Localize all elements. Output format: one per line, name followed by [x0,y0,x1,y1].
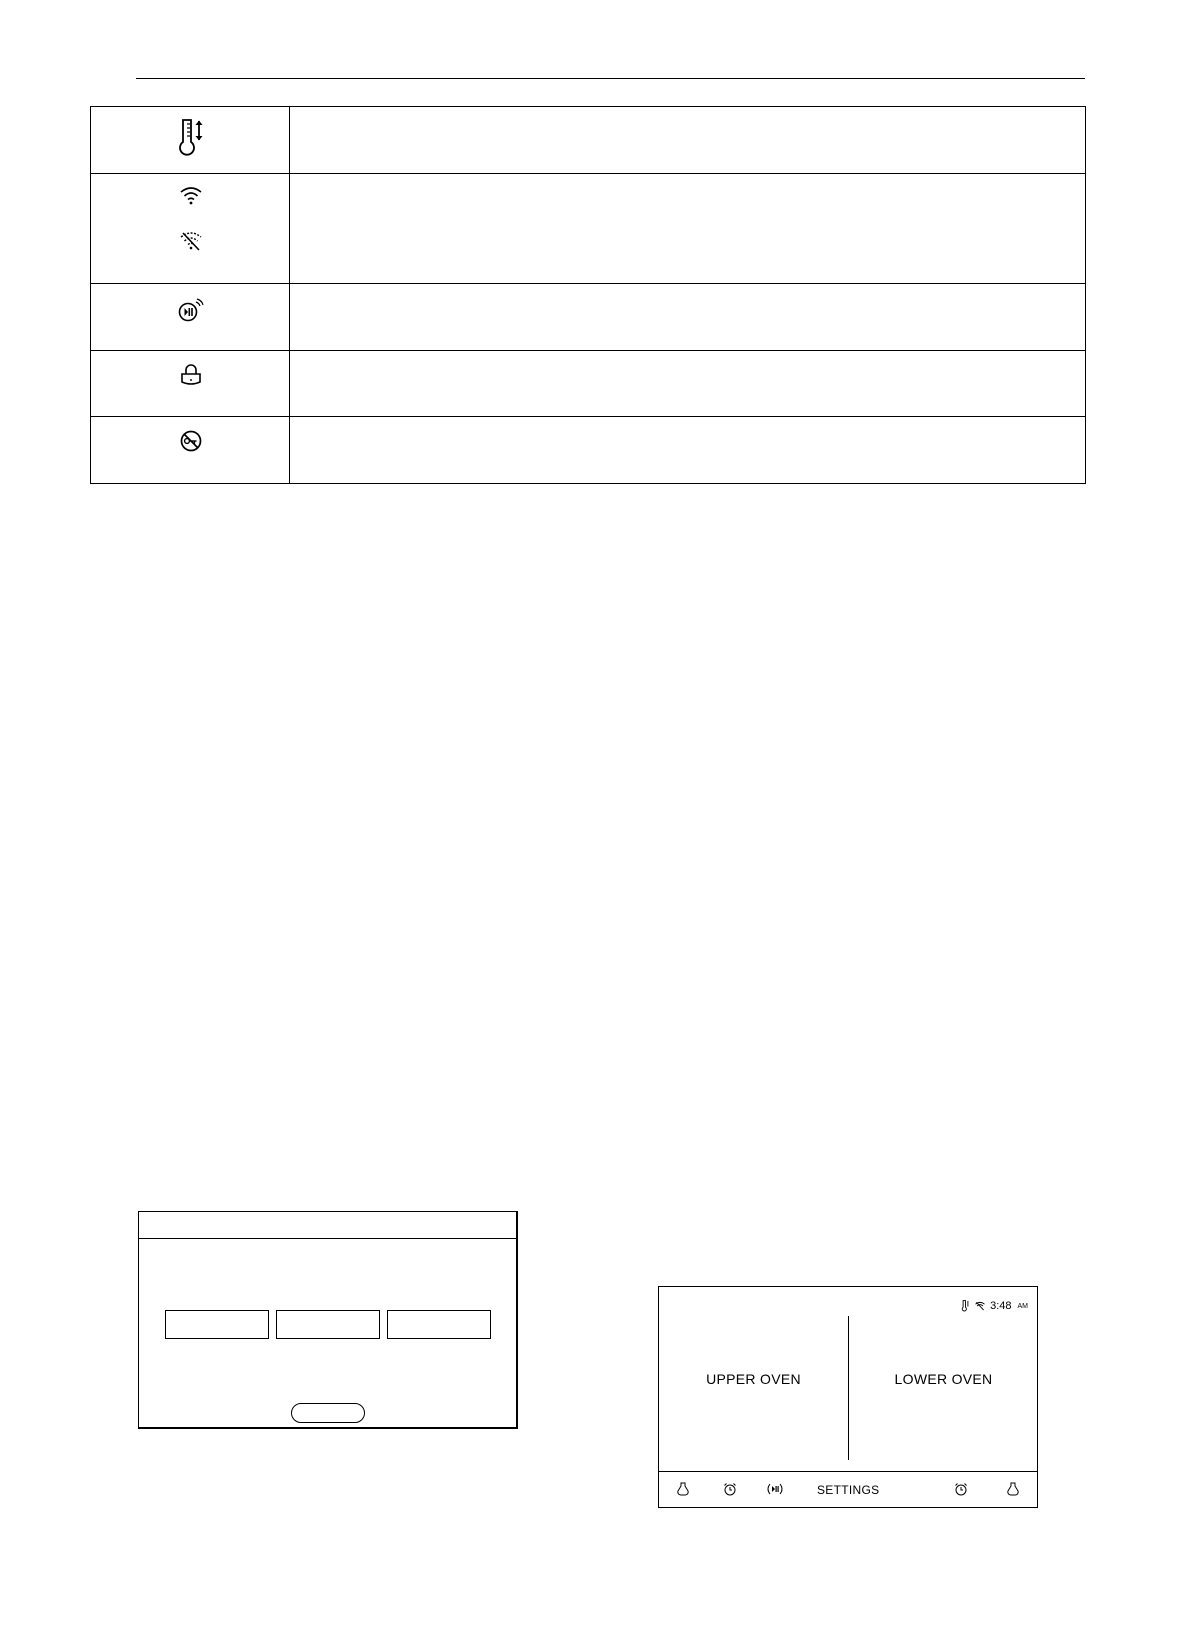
bottom-bar [659,1471,1037,1508]
icon-cell [91,351,290,416]
thermometer-probe-icon [961,1300,970,1312]
table-row [91,351,1085,417]
dialog-header [139,1212,516,1239]
status-time: 3:48 [990,1300,1012,1312]
table-row [91,174,1085,284]
dialog-option-box [276,1310,380,1339]
dialog-pill-button [291,1403,365,1423]
status-bar [961,1299,1028,1313]
oven-divider [848,1316,849,1460]
settings-button: SETTINGS [817,1483,880,1497]
wifi-off-icon [179,230,203,252]
thermometer-probe-icon [177,118,205,158]
table-row [91,417,1085,483]
icon-cell [91,417,290,483]
icon-cell [91,174,290,283]
icon-cell [91,284,290,350]
timer-icon [954,1482,968,1496]
wifi-icon [179,185,203,205]
description-cell [290,174,1085,283]
header-rule [136,78,1085,79]
icon-cell [91,107,290,173]
table-row [91,107,1085,174]
oven-screen-illustration [658,1286,1038,1508]
upper-oven-button: UPPER OVEN [706,1371,801,1387]
no-key-icon [179,429,203,453]
dialog-option-box [165,1310,269,1339]
description-cell [290,417,1085,483]
remote-icon [765,1482,785,1496]
wifi-off-icon [974,1301,986,1311]
description-cell [290,107,1085,173]
timer-icon [723,1482,737,1496]
table-row [91,284,1085,351]
light-icon [677,1482,689,1496]
dialog-option-box [387,1310,491,1339]
description-cell [290,284,1085,350]
light-icon [1007,1482,1019,1496]
lock-icon [179,363,203,389]
dialog-illustration [138,1211,518,1429]
remote-start-icon [177,297,205,325]
description-cell [290,351,1085,416]
status-ampm: AM [1017,1302,1028,1310]
icon-table [90,106,1086,484]
lower-oven-button: LOWER OVEN [894,1371,993,1387]
